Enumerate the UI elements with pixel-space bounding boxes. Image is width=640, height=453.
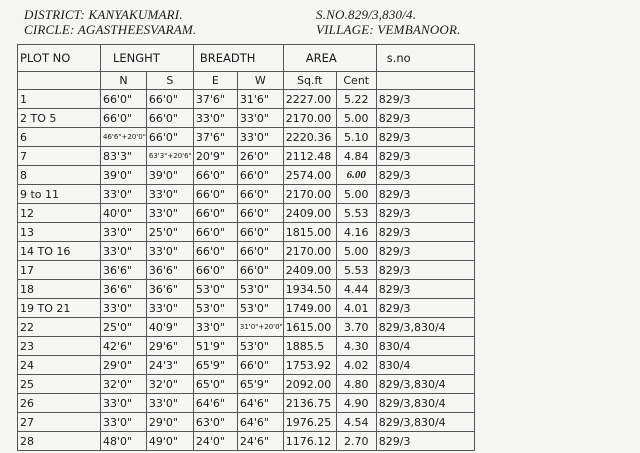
cell-sno: 829/3,830/4 xyxy=(376,394,474,413)
table-row xyxy=(18,109,475,128)
cell-sno: 829/3 xyxy=(376,432,474,451)
cell-w: 24'6" xyxy=(237,432,283,451)
table-row xyxy=(18,280,475,299)
cell-n: 66'0" xyxy=(101,90,147,109)
cell-n: 33'0" xyxy=(101,223,147,242)
cell-sno: 829/3 xyxy=(376,109,474,128)
cell-sqft: 2170.00 xyxy=(283,185,336,204)
cell-e: 66'0" xyxy=(193,166,237,185)
cell-e: 66'0" xyxy=(193,261,237,280)
cell-s: 33'0" xyxy=(146,204,193,223)
cell-w: 53'0" xyxy=(237,337,283,356)
cell-w: 66'0" xyxy=(237,204,283,223)
cell-s: 63'3"+20'6" xyxy=(146,147,193,166)
cell-sno: 829/3 xyxy=(376,185,474,204)
cell-cent: 4.16 xyxy=(336,223,376,242)
cell-sno: 829/3 xyxy=(376,128,474,147)
cell-cent: 4.84 xyxy=(336,147,376,166)
table-row xyxy=(18,223,475,242)
table-row xyxy=(18,413,475,432)
table-row xyxy=(18,356,475,375)
cell-plot: 27 xyxy=(18,413,101,432)
cell-plot: 23 xyxy=(18,337,101,356)
subheader-empty xyxy=(376,72,474,90)
cell-n: 83'3" xyxy=(101,147,147,166)
cell-n: 32'0" xyxy=(101,375,147,394)
cell-sno: 830/4 xyxy=(376,337,474,356)
cell-n: 36'6" xyxy=(101,261,147,280)
table-row xyxy=(18,261,475,280)
cell-e: 37'6" xyxy=(193,90,237,109)
cell-sqft: 1176.12 xyxy=(283,432,336,451)
cell-s: 32'0" xyxy=(146,375,193,394)
cell-s: 66'0" xyxy=(146,128,193,147)
cell-n: 29'0" xyxy=(101,356,147,375)
subheader-empty xyxy=(18,72,101,90)
cell-s: 36'6" xyxy=(146,261,193,280)
cell-s: 39'0" xyxy=(146,166,193,185)
cell-cent: 4.54 xyxy=(336,413,376,432)
cell-plot: 28 xyxy=(18,432,101,451)
cell-s: 36'6" xyxy=(146,280,193,299)
cell-e: 53'0" xyxy=(193,280,237,299)
plot-table xyxy=(17,44,475,451)
cell-sno: 829/3 xyxy=(376,299,474,318)
table-row xyxy=(18,185,475,204)
cell-sno: 829/3 xyxy=(376,280,474,299)
cell-n: 48'0" xyxy=(101,432,147,451)
cell-e: 51'9" xyxy=(193,337,237,356)
document-header-left xyxy=(24,7,196,37)
cell-e: 24'0" xyxy=(193,432,237,451)
cell-n: 66'0" xyxy=(101,109,147,128)
cell-n: 40'0" xyxy=(101,204,147,223)
survey-number-label: S.NO.829/3,830/4. xyxy=(316,7,417,22)
cell-sno: 829/3,830/4 xyxy=(376,413,474,432)
cell-sno: 829/3 xyxy=(376,261,474,280)
table-row xyxy=(18,318,475,337)
circle-label: CIRCLE: AGASTHEESVARAM. xyxy=(24,22,197,37)
cell-sqft: 1976.25 xyxy=(283,413,336,432)
cell-sqft: 1934.50 xyxy=(283,280,336,299)
cell-s: 25'0" xyxy=(146,223,193,242)
cell-w: 53'0" xyxy=(237,299,283,318)
cell-w: 66'0" xyxy=(237,223,283,242)
col-header-sno: s.no xyxy=(376,45,474,72)
table-row xyxy=(18,90,475,109)
table-row xyxy=(18,375,475,394)
col-header-breadth: BREADTH xyxy=(193,45,283,72)
cell-sno: 829/3,830/4 xyxy=(376,375,474,394)
cell-cent: 5.00 xyxy=(336,185,376,204)
cell-e: 63'0" xyxy=(193,413,237,432)
table-subheader-row xyxy=(18,72,475,90)
cell-plot: 2 TO 5 xyxy=(18,109,101,128)
cell-w: 31'6" xyxy=(237,90,283,109)
table-row xyxy=(18,432,475,451)
cell-sno: 829/3 xyxy=(376,90,474,109)
cell-plot: 22 xyxy=(18,318,101,337)
cell-plot: 17 xyxy=(18,261,101,280)
cell-cent: 5.22 xyxy=(336,90,376,109)
cell-s: 24'3" xyxy=(146,356,193,375)
table-row xyxy=(18,242,475,261)
cell-plot: 18 xyxy=(18,280,101,299)
cell-w: 66'0" xyxy=(237,185,283,204)
cell-w: 33'0" xyxy=(237,128,283,147)
cell-sqft: 2409.00 xyxy=(283,261,336,280)
cell-e: 33'0" xyxy=(193,318,237,337)
cell-cent: 5.53 xyxy=(336,204,376,223)
cell-n: 25'0" xyxy=(101,318,147,337)
table-row xyxy=(18,147,475,166)
cell-sqft: 2136.75 xyxy=(283,394,336,413)
cell-cent: 2.70 xyxy=(336,432,376,451)
cell-sqft: 2574.00 xyxy=(283,166,336,185)
cell-w: 53'0" xyxy=(237,280,283,299)
cell-sno: 829/3 xyxy=(376,147,474,166)
cell-sqft: 2227.00 xyxy=(283,90,336,109)
cell-w: 26'0" xyxy=(237,147,283,166)
cell-cent: 4.90 xyxy=(336,394,376,413)
col-header-area: AREA xyxy=(283,45,376,72)
cell-w: 66'0" xyxy=(237,261,283,280)
cell-sqft: 1615.00 xyxy=(283,318,336,337)
subheader-s: S xyxy=(146,72,193,90)
cell-n: 33'0" xyxy=(101,242,147,261)
subheader-e: E xyxy=(193,72,237,90)
cell-sqft: 1753.92 xyxy=(283,356,336,375)
cell-e: 20'9" xyxy=(193,147,237,166)
cell-plot: 26 xyxy=(18,394,101,413)
cell-cent: 4.02 xyxy=(336,356,376,375)
cell-cent: 6.00 xyxy=(336,166,376,185)
cell-s: 40'9" xyxy=(146,318,193,337)
table-row xyxy=(18,337,475,356)
cell-sno: 829/3 xyxy=(376,166,474,185)
cell-sno: 829/3 xyxy=(376,223,474,242)
table-row xyxy=(18,204,475,223)
cell-e: 64'6" xyxy=(193,394,237,413)
cell-sno: 830/4 xyxy=(376,356,474,375)
cell-plot: 14 TO 16 xyxy=(18,242,101,261)
subheader-cent: Cent xyxy=(336,72,376,90)
cell-sqft: 1749.00 xyxy=(283,299,336,318)
subheader-w: W xyxy=(237,72,283,90)
table-body xyxy=(18,90,475,451)
table-row xyxy=(18,299,475,318)
cell-s: 66'0" xyxy=(146,109,193,128)
cell-e: 65'0" xyxy=(193,375,237,394)
cell-plot: 6 xyxy=(18,128,101,147)
cell-plot: 1 xyxy=(18,90,101,109)
table-row xyxy=(18,166,475,185)
cell-plot: 12 xyxy=(18,204,101,223)
cell-w: 64'6" xyxy=(237,413,283,432)
cell-e: 37'6" xyxy=(193,128,237,147)
cell-s: 29'0" xyxy=(146,413,193,432)
table-row xyxy=(18,394,475,413)
cell-n: 33'0" xyxy=(101,185,147,204)
cell-s: 33'0" xyxy=(146,185,193,204)
cell-sqft: 2170.00 xyxy=(283,109,336,128)
cell-plot: 9 to 11 xyxy=(18,185,101,204)
cell-sqft: 1815.00 xyxy=(283,223,336,242)
col-header-length: LENGHT xyxy=(101,45,194,72)
cell-s: 66'0" xyxy=(146,90,193,109)
cell-sno: 829/3,830/4 xyxy=(376,318,474,337)
cell-e: 33'0" xyxy=(193,109,237,128)
cell-e: 66'0" xyxy=(193,242,237,261)
cell-s: 49'0" xyxy=(146,432,193,451)
cell-cent: 4.30 xyxy=(336,337,376,356)
document-header-right xyxy=(316,7,461,37)
cell-n: 36'6" xyxy=(101,280,147,299)
table-header-row xyxy=(18,45,475,72)
table-row xyxy=(18,128,475,147)
cell-plot: 19 TO 21 xyxy=(18,299,101,318)
cell-n: 33'0" xyxy=(101,394,147,413)
cell-w: 66'0" xyxy=(237,166,283,185)
village-label: VILLAGE: VEMBANOOR. xyxy=(316,22,461,37)
cell-cent: 5.53 xyxy=(336,261,376,280)
cell-s: 33'0" xyxy=(146,242,193,261)
cell-cent: 5.00 xyxy=(336,242,376,261)
cell-cent: 5.10 xyxy=(336,128,376,147)
col-header-plot-no: PLOT NO xyxy=(18,45,101,72)
cell-plot: 7 xyxy=(18,147,101,166)
cell-s: 33'0" xyxy=(146,394,193,413)
cell-sqft: 2220.36 xyxy=(283,128,336,147)
subheader-n: N xyxy=(101,72,147,90)
cell-sno: 829/3 xyxy=(376,242,474,261)
cell-cent: 4.80 xyxy=(336,375,376,394)
cell-s: 29'6" xyxy=(146,337,193,356)
cell-w: 65'9" xyxy=(237,375,283,394)
cell-plot: 24 xyxy=(18,356,101,375)
cell-e: 65'9" xyxy=(193,356,237,375)
cell-n: 33'0" xyxy=(101,299,147,318)
cell-e: 53'0" xyxy=(193,299,237,318)
cell-n: 39'0" xyxy=(101,166,147,185)
district-label: DISTRICT: KANYAKUMARI. xyxy=(24,7,183,22)
cell-sqft: 2092.00 xyxy=(283,375,336,394)
cell-s: 33'0" xyxy=(146,299,193,318)
cell-e: 66'0" xyxy=(193,223,237,242)
cell-w: 66'0" xyxy=(237,356,283,375)
cell-n: 42'6" xyxy=(101,337,147,356)
cell-sqft: 2170.00 xyxy=(283,242,336,261)
cell-cent: 3.70 xyxy=(336,318,376,337)
cell-sno: 829/3 xyxy=(376,204,474,223)
cell-cent: 5.00 xyxy=(336,109,376,128)
cell-plot: 8 xyxy=(18,166,101,185)
subheader-sqft: Sq.ft xyxy=(283,72,336,90)
cell-sqft: 2112.48 xyxy=(283,147,336,166)
cell-e: 66'0" xyxy=(193,185,237,204)
cell-w: 31'0"+20'0" xyxy=(237,318,283,337)
cell-w: 33'0" xyxy=(237,109,283,128)
cell-cent: 4.44 xyxy=(336,280,376,299)
cell-n: 33'0" xyxy=(101,413,147,432)
cell-sqft: 2409.00 xyxy=(283,204,336,223)
cell-plot: 13 xyxy=(18,223,101,242)
cell-e: 66'0" xyxy=(193,204,237,223)
cell-w: 64'6" xyxy=(237,394,283,413)
cell-sqft: 1885.5 xyxy=(283,337,336,356)
cell-plot: 25 xyxy=(18,375,101,394)
cell-n: 46'6"+20'0" xyxy=(101,128,147,147)
cell-w: 66'0" xyxy=(237,242,283,261)
cell-cent: 4.01 xyxy=(336,299,376,318)
